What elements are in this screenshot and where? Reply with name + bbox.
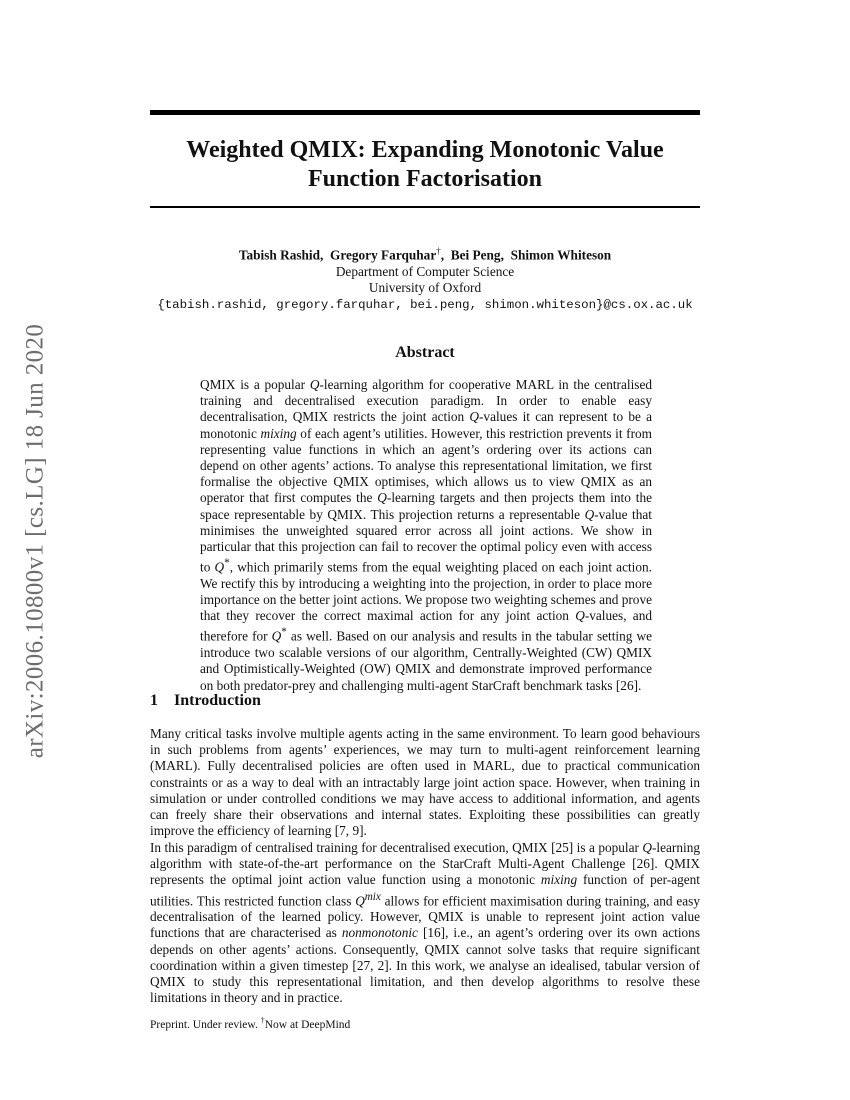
paragraph-text: allows for efficient maximisation during training, and easy decentralisation of the learned policy. However, QMIX is unable to represent joint action value functions that are characterised as <box>150 893 700 941</box>
author-block <box>150 243 700 313</box>
author-farquhar: Gregory Farquhar <box>329 247 437 263</box>
abstract-text: -values, and therefore for <box>200 608 653 644</box>
emphasis-mixing: mixing <box>540 872 578 888</box>
author-university: University of Oxford <box>368 280 482 296</box>
title-bottom-rule <box>150 206 700 208</box>
paragraph-text: -learning algorithm with state-of-the-art performance on the StarCraft Multi-Agent Challenge [26]. QMIX represents the optimal joint action value function using a monotonic <box>150 840 700 888</box>
paragraph-text: [16], i.e., an agent’s ordering over its own actions depends on other agents’ actions. Consequently, QMIX cannot solve tasks that require significant coordination within a given timestep [27, 2]. In this work, we analyse an idealised, tabular version of QMIX to study this representational limitation, and then develop algorithms to resolve these limitations in theory and in practice. <box>150 925 700 1006</box>
author-rashid: Tabish Rashid, <box>238 247 324 263</box>
author-names <box>150 243 700 264</box>
math-q-mix: Q <box>355 893 365 909</box>
math-q: Q <box>642 840 652 855</box>
footnote <box>150 1016 350 1031</box>
math-mix-superscript: mix <box>364 890 381 903</box>
math-q: Q <box>584 506 595 522</box>
abstract-text: QMIX is a popular <box>200 377 310 392</box>
title-line-2: Function Factorisation <box>308 166 542 192</box>
abstract-text: of each agent’s utilities. However, this restriction prevents it from representing value functions in which an agent’s ordering over its actions can depend on other agents’ actions. To analyse this representational limitation, we first formalise the objective QMIX optimises, which allows us to view QMIX as an operator that first computes the <box>200 425 652 506</box>
math-q-star: Q <box>214 559 225 575</box>
footnote-note: Now at DeepMind <box>264 1018 351 1031</box>
math-q: Q <box>575 608 585 624</box>
abstract-body <box>200 377 652 694</box>
author-farquhar-comma: , <box>440 247 445 263</box>
section-number: 1 <box>150 692 158 709</box>
abstract-text: as well. Based on our analysis and results in the tabular setting we introduce two scalable versions of our algorithm, Centrally-Weighted (CW) QMIX and Optimistically-Weighted (OW) QMIX and demonstrate improved performance on both predator-prey and challenging multi-agent StarCraft benchmark tasks [26]. <box>200 628 652 693</box>
section-title: Introduction <box>174 692 261 709</box>
paragraph-text: In this paradigm of centralised training for decentralised execution, QMIX [25] is a popular <box>150 840 643 855</box>
abstract-text: -values it can represent to be a monotonic <box>200 409 652 441</box>
math-q-star: Q <box>271 628 282 644</box>
math-star: * <box>281 626 287 639</box>
title-top-rule <box>150 110 700 115</box>
abstract-text: -learning algorithm for cooperative MARL in the centralised training and decentralised execution paradigm. In order to enable easy decentralisation, QMIX restricts the joint action <box>200 377 652 425</box>
abstract-heading: Abstract <box>395 344 455 361</box>
section-heading-introduction <box>150 692 261 710</box>
emphasis-nonmonotonic: nonmonotonic <box>341 925 418 941</box>
paragraph-text: function of per-agent utilities. This restricted function class <box>150 872 700 909</box>
paper-title <box>150 136 700 194</box>
emphasis-mixing: mixing <box>260 425 297 441</box>
footnote-dagger: † <box>260 1016 265 1025</box>
footnote-text: Preprint. Under review. <box>150 1018 261 1031</box>
math-star: * <box>224 557 230 570</box>
abstract-text: , which primarily stems from the equal weighting placed on each joint action. We rectify this by introducing a weighting into the projection, in order to place more importance on the better joint actions. We propose two weighting schemes and prove that they recover the correct maximal action for any joint action <box>200 559 652 624</box>
math-q: Q <box>469 409 479 425</box>
author-emails: {tabish.rashid, gregory.farquhar, bei.peng, shimon.whiteson}@cs.ox.ac.uk <box>157 297 693 312</box>
author-farquhar-dagger: † <box>436 246 441 256</box>
arxiv-identifier-text: arXiv:2006.10800v1 [cs.LG] 18 Jun 2020 <box>21 323 49 759</box>
math-q: Q <box>309 377 320 392</box>
math-q: Q <box>377 490 387 506</box>
title-line-1: Weighted QMIX: Expanding Monotonic Value <box>186 137 664 163</box>
intro-paragraph-2 <box>150 840 700 1006</box>
intro-paragraph-1: Many critical tasks involve multiple agents acting in the same environment. To learn good behaviours in such problems from agents’ experiences, we may turn to multi-agent reinforcement learning (MARL). Fully decentralised policies are often used in MARL, due to practical communication constraints or as a way to deal with an intractably large joint action space. However, when training in simulation or under controlled conditions we may have access to additional information, and agents can freely share their observations and internal states. Exploiting these possibilities can greatly improve the efficiency of learning [7, 9]. <box>150 726 700 839</box>
author-peng: Bei Peng, <box>450 247 504 263</box>
author-whiteson: Shimon Whiteson <box>510 247 612 263</box>
arxiv-identifier <box>6 296 64 786</box>
abstract-text: -value that minimises the unweighted squared error across all joint actions. We show in particular that this projection can fail to recover the optimal policy even with access to <box>200 506 652 575</box>
abstract-text: -learning targets and then projects them into the space representable by QMIX. This projection returns a representable <box>200 490 653 522</box>
author-department: Department of Computer Science <box>335 263 515 279</box>
